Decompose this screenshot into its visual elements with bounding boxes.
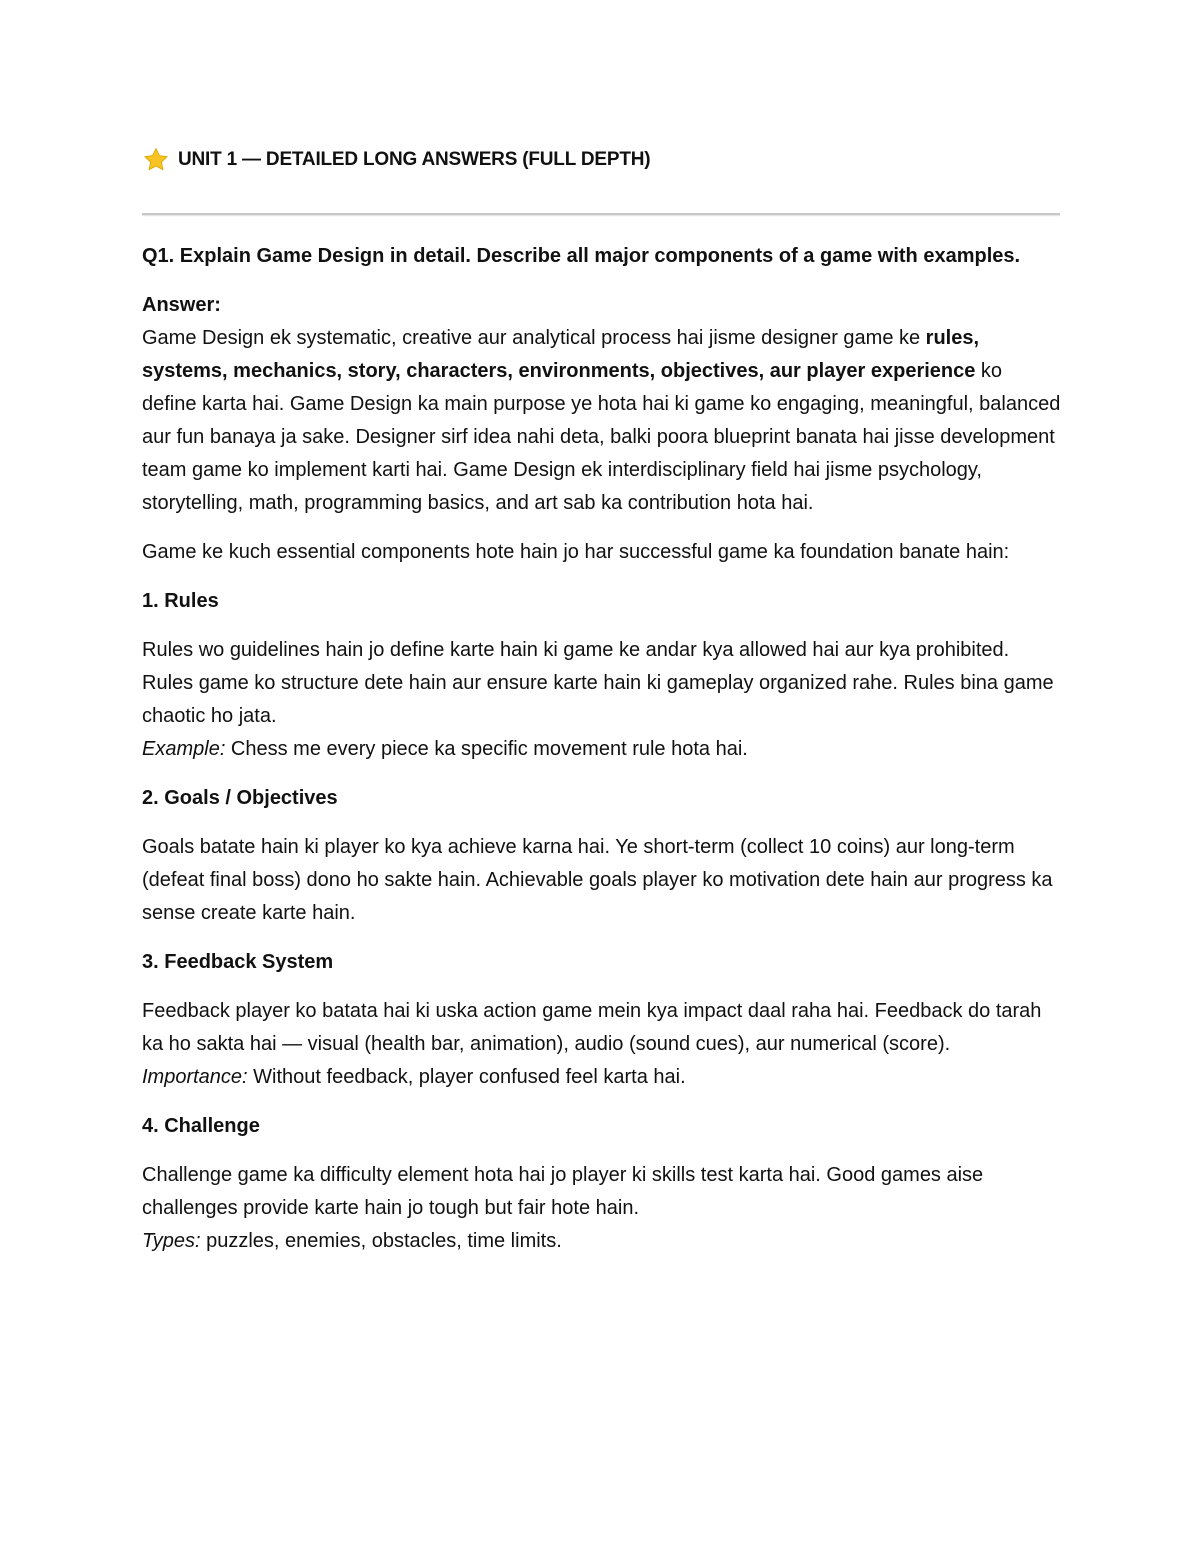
intro-text-bold: rules, systems, mechanics, story, characters, environments, objectives, aur player experience xyxy=(142,327,980,382)
star-icon xyxy=(142,146,170,174)
question-heading: Q1. Explain Game Design in detail. Describe all major components of a game with examples. xyxy=(142,245,1021,267)
answer-label: Answer: xyxy=(142,294,221,316)
components-intro: Game ke kuch essential components hote hain jo har successful game ka foundation banate hain: xyxy=(142,541,1010,563)
section-note-label: Types: xyxy=(142,1230,201,1252)
section-note-label: Example: xyxy=(142,738,226,760)
section-body-rules xyxy=(142,634,1062,766)
section-heading-feedback: 3. Feedback System xyxy=(142,951,334,973)
section-note-label: Importance: xyxy=(142,1066,248,1088)
section-body-goals xyxy=(142,831,1062,930)
section-text: Feedback player ko batata hai ki uska action game mein kya impact daal raha hai. Feedback do tarah ka ho sakta hai — visual (health bar, animation), audio (sound cues), aur numerical (score). xyxy=(142,1000,1042,1055)
section-heading-goals: 2. Goals / Objectives xyxy=(142,787,338,809)
section-note-text: Without feedback, player confused feel karta hai. xyxy=(247,1066,686,1088)
section-note-text: Chess me every piece ka specific movement rule hota hai. xyxy=(225,738,748,760)
section-text: Goals batate hain ki player ko kya achieve karna hai. Ye short-term (collect 10 coins) aur long-term (defeat final boss) dono ho sakte hain. Achievable goals player ko motivation dete hain aur progress ka sense create karte hain. xyxy=(142,836,1053,924)
section-heading-challenge: 4. Challenge xyxy=(142,1115,260,1137)
section-body-feedback xyxy=(142,995,1062,1094)
section-note-text: puzzles, enemies, obstacles, time limits. xyxy=(200,1230,562,1252)
section-heading-rules: 1. Rules xyxy=(142,590,219,612)
intro-text-a: Game Design ek systematic, creative aur analytical process hai jisme designer game ke xyxy=(142,327,926,349)
document-content xyxy=(142,140,1062,1258)
horizontal-divider xyxy=(142,213,1060,215)
section-text: Challenge game ka difficulty element hota hai jo player ki skills test karta hai. Good games aise challenges provide karte hain jo tough but fair hote hain. xyxy=(142,1164,984,1219)
section-body-challenge xyxy=(142,1159,1062,1258)
section-text: Rules wo guidelines hain jo define karte hain ki game ke andar kya allowed hai aur kya prohibited. Rules game ko structure dete hain aur ensure karte hain ki gameplay organized rahe. Rules bina game chaotic ho jata. xyxy=(142,639,1054,727)
answer-block xyxy=(142,289,1062,520)
page-title xyxy=(142,140,1062,180)
intro-text-b: ko define karta hai. Game Design ka main purpose ye hota hai ki game ko engaging, meaningful, balanced aur fun banaya ja sake. Designer sirf idea nahi deta, balki poora blueprint banata hai jisse development team game ko implement karti hai. Game Design ek interdisciplinary field hai jisme psychology, storytelling, math, programming basics, and art sab ka contribution hota hai. xyxy=(142,360,1061,514)
page-title-text: UNIT 1 — DETAILED LONG ANSWERS (FULL DEPTH) xyxy=(178,149,651,170)
